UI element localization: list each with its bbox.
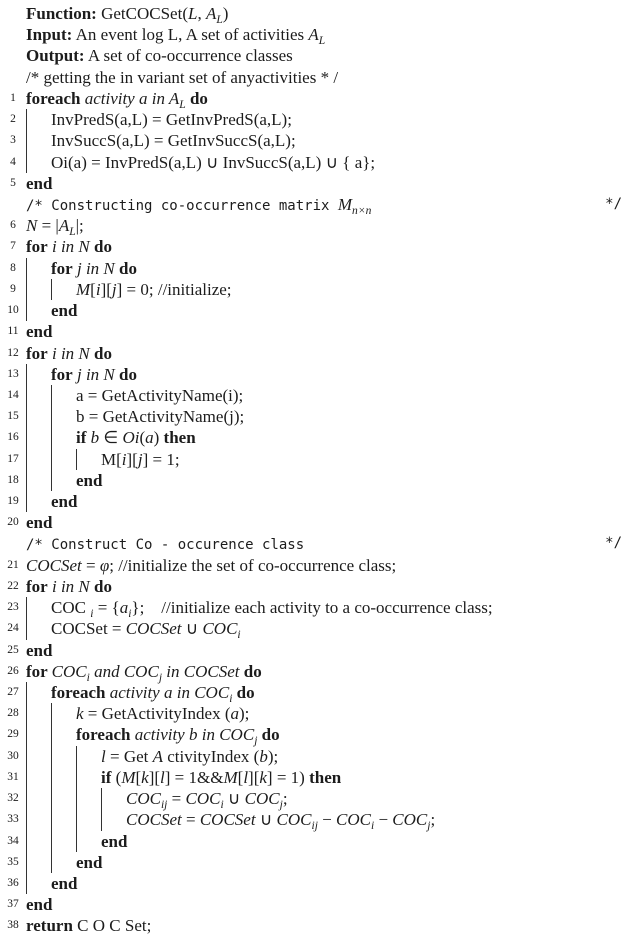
- block-indent-rule: [26, 746, 51, 767]
- line-number: 28: [7, 707, 19, 720]
- line-number: 17: [7, 452, 19, 465]
- line-content: l = Get A ctivityIndex (b);: [101, 746, 279, 766]
- code-line: [0, 300, 622, 321]
- block-indent-rule: [26, 724, 51, 745]
- input-line: [0, 24, 622, 48]
- code-line: [0, 215, 622, 239]
- code-line: [0, 258, 622, 279]
- code-line: [0, 512, 622, 533]
- line-number: 21: [7, 558, 19, 571]
- block-indent-rule: [76, 831, 101, 852]
- line-number: 22: [7, 579, 19, 592]
- code-line: [0, 385, 622, 406]
- line-number: 14: [7, 388, 19, 401]
- block-indent-rule: [76, 788, 101, 809]
- line-content: InvSuccS(a,L) = GetInvSuccS(a,L);: [51, 131, 296, 151]
- line-number: [0, 194, 26, 215]
- block-indent-rule: [76, 449, 101, 470]
- line-content: end: [51, 301, 78, 321]
- line-number: 7: [10, 240, 16, 253]
- line-content: end: [26, 322, 53, 342]
- code-line: [0, 576, 622, 597]
- line-number: 20: [7, 516, 19, 529]
- line-number: 11: [7, 325, 19, 338]
- code-line: [0, 152, 622, 173]
- code-line: [0, 449, 622, 470]
- line-number: 25: [7, 643, 19, 656]
- line-number: 6: [10, 219, 16, 232]
- block-indent-rule: [26, 767, 51, 788]
- line-number: 2: [10, 113, 16, 126]
- block-indent-rule: [76, 767, 101, 788]
- line-content: $COC_{ij} = COC_i$ ∪ $COC_j$;: [126, 789, 288, 812]
- code-line: [0, 873, 622, 894]
- block-indent-rule: [26, 873, 51, 894]
- line-content: foreach activity a in $COC_i$ do: [51, 683, 255, 705]
- code-line: [0, 88, 622, 109]
- line-content: /* getting the in variant set of anyactivities * /: [26, 67, 339, 87]
- block-indent-rule: [26, 258, 51, 279]
- line-number: [0, 67, 26, 88]
- line-content: k = GetActivityIndex (a);: [76, 704, 250, 724]
- line-number: 31: [7, 770, 19, 783]
- line-content: $N = |A_L|$;: [26, 216, 84, 239]
- code-line: [0, 767, 622, 788]
- line-content: COCSet = COCSet ∪ $COC_{ij} - COC_i - COC_j$;: [126, 810, 436, 833]
- line-content: /* Construct Co - occurence class: [26, 537, 305, 554]
- block-indent-rule: [26, 470, 51, 491]
- line-content: end: [26, 640, 53, 660]
- block-indent-rule: [51, 724, 76, 745]
- code-line: [0, 703, 622, 724]
- line-content: for i in N do: [26, 237, 112, 257]
- line-content: for i in N do: [26, 343, 112, 363]
- code-line: [0, 618, 622, 642]
- code-line: [0, 831, 622, 852]
- line-number: 10: [7, 304, 19, 317]
- line-number: 13: [7, 367, 19, 380]
- code-line: [0, 130, 622, 151]
- line-number: 18: [7, 473, 19, 486]
- code-line: [0, 746, 622, 767]
- comment-line: [0, 67, 622, 88]
- block-indent-rule: [51, 449, 76, 470]
- code-line: [0, 597, 622, 621]
- block-indent-rule: [26, 385, 51, 406]
- line-content: b = GetActivityName(j);: [76, 407, 245, 427]
- function-line: [0, 3, 622, 24]
- code-line: [0, 852, 622, 873]
- line-number: 5: [10, 176, 16, 189]
- line-content: Oi(a) = InvPredS(a,L) ∪ InvSuccS(a,L) ∪ { a};: [51, 152, 376, 172]
- code-line: [0, 682, 622, 703]
- line-content: Input: An event log L, A set of activities $A_L$: [26, 25, 326, 48]
- block-indent-rule: [26, 852, 51, 873]
- line-number: 16: [7, 431, 19, 444]
- block-indent-rule: [76, 746, 101, 767]
- line-content: for j in N do: [51, 258, 137, 278]
- block-indent-rule: [26, 491, 51, 512]
- block-indent-rule: [51, 470, 76, 491]
- line-content: return C O C Set;: [26, 916, 152, 936]
- line-number: [0, 24, 26, 45]
- line-number: 24: [7, 622, 19, 635]
- code-line: [0, 809, 622, 833]
- line-number: 35: [7, 855, 19, 868]
- line-number: 33: [7, 813, 19, 826]
- line-number: [0, 533, 26, 554]
- block-indent-rule: [26, 618, 51, 639]
- code-line: [0, 427, 622, 448]
- line-number: 19: [7, 495, 19, 508]
- block-indent-rule: [101, 788, 126, 809]
- block-indent-rule: [51, 809, 76, 830]
- block-indent-rule: [26, 703, 51, 724]
- line-number: 32: [7, 792, 19, 805]
- block-indent-rule: [51, 703, 76, 724]
- code-line: [0, 173, 622, 194]
- comment-close-delimiter: */: [605, 195, 622, 212]
- line-content: a = GetActivityName(i);: [76, 385, 244, 405]
- block-indent-rule: [26, 300, 51, 321]
- code-line: [0, 470, 622, 491]
- code-line: [0, 321, 622, 342]
- line-number: 9: [10, 282, 16, 295]
- line-content: foreach activity a in $A_L$ do: [26, 88, 208, 111]
- line-content: COC $_i = \{a_i\}$; //initialize each activity to a co-occurrence class;: [51, 598, 493, 621]
- line-number: 1: [10, 91, 16, 104]
- line-content: end: [76, 470, 103, 490]
- block-indent-rule: [76, 809, 101, 830]
- code-line: [0, 661, 622, 682]
- block-indent-rule: [51, 406, 76, 427]
- line-number: 23: [7, 601, 19, 614]
- line-content: if (M[k][l] = 1&&M[l][k] = 1) then: [101, 767, 342, 787]
- block-indent-rule: [51, 852, 76, 873]
- line-number: 12: [7, 346, 19, 359]
- block-indent-rule: [26, 130, 51, 151]
- block-indent-rule: [51, 767, 76, 788]
- line-content: for i in N do: [26, 576, 112, 596]
- line-number: 34: [7, 834, 19, 847]
- block-indent-rule: [101, 809, 126, 830]
- line-content: for $COC_i$ and $COC_j$ in COCSet do: [26, 661, 262, 684]
- line-content: M[i][j] = 0; //initialize;: [76, 279, 232, 299]
- line-number: 30: [7, 749, 19, 762]
- block-indent-rule: [26, 788, 51, 809]
- code-line: [0, 915, 622, 936]
- block-indent-rule: [51, 746, 76, 767]
- line-number: 38: [7, 919, 19, 932]
- line-content: Function: GetCOCSet(L, $A_L$): [26, 4, 229, 26]
- line-number: 26: [7, 664, 19, 677]
- line-content: end: [101, 831, 128, 851]
- comment-close-delimiter: */: [605, 535, 622, 552]
- line-content: Output: A set of co-occurrence classes: [26, 46, 293, 66]
- line-content: end: [76, 852, 103, 872]
- comment-line: [0, 533, 622, 554]
- line-content: end: [51, 873, 78, 893]
- line-number: 8: [10, 261, 16, 274]
- line-content: foreach activity b in $COC_j$ do: [76, 725, 280, 748]
- code-line: [0, 343, 622, 364]
- code-line: [0, 491, 622, 512]
- line-content: end: [26, 895, 53, 915]
- comment-line: [0, 194, 622, 215]
- line-number: [0, 45, 26, 66]
- line-content: if b ∈ Oi(a) then: [76, 428, 196, 448]
- code-line: [0, 894, 622, 915]
- code-line: [0, 279, 622, 300]
- line-content: M[i][j] = 1;: [101, 449, 180, 469]
- block-indent-rule: [51, 788, 76, 809]
- block-indent-rule: [26, 427, 51, 448]
- code-line: [0, 406, 622, 427]
- line-content: /* Constructing co-occurrence matrix $M_{n\times n}$: [26, 194, 372, 217]
- line-number: 3: [10, 134, 16, 147]
- code-line: [0, 555, 622, 576]
- code-line: [0, 364, 622, 385]
- line-content: end: [26, 513, 53, 533]
- block-indent-rule: [26, 597, 51, 618]
- line-content: COCSet = φ; //initialize the set of co-occurrence class;: [26, 555, 397, 575]
- line-content: end: [51, 492, 78, 512]
- line-content: InvPredS(a,L) = GetInvPredS(a,L);: [51, 110, 292, 130]
- block-indent-rule: [26, 809, 51, 830]
- block-indent-rule: [26, 279, 51, 300]
- block-indent-rule: [26, 831, 51, 852]
- line-content: COCSet = COCSet ∪ $COC_i$: [51, 619, 241, 642]
- line-content: for j in N do: [51, 364, 137, 384]
- line-number: 27: [7, 686, 19, 698]
- block-indent-rule: [26, 364, 51, 385]
- line-content: end: [26, 173, 53, 193]
- block-indent-rule: [51, 385, 76, 406]
- block-indent-rule: [51, 279, 76, 300]
- block-indent-rule: [26, 406, 51, 427]
- block-indent-rule: [51, 831, 76, 852]
- output-line: [0, 45, 622, 66]
- block-indent-rule: [51, 427, 76, 448]
- code-line: [0, 724, 622, 748]
- line-number: 29: [7, 728, 19, 741]
- line-number: [0, 3, 26, 24]
- algorithm-listing: [0, 3, 622, 937]
- line-number: 37: [7, 898, 19, 911]
- line-number: 15: [7, 410, 19, 423]
- code-line: [0, 788, 622, 812]
- code-line: [0, 640, 622, 661]
- line-number: 36: [7, 876, 19, 889]
- block-indent-rule: [26, 682, 51, 703]
- block-indent-rule: [26, 449, 51, 470]
- block-indent-rule: [26, 152, 51, 173]
- line-number: 4: [10, 155, 16, 168]
- code-line: [0, 109, 622, 130]
- block-indent-rule: [26, 109, 51, 130]
- code-line: [0, 236, 622, 257]
